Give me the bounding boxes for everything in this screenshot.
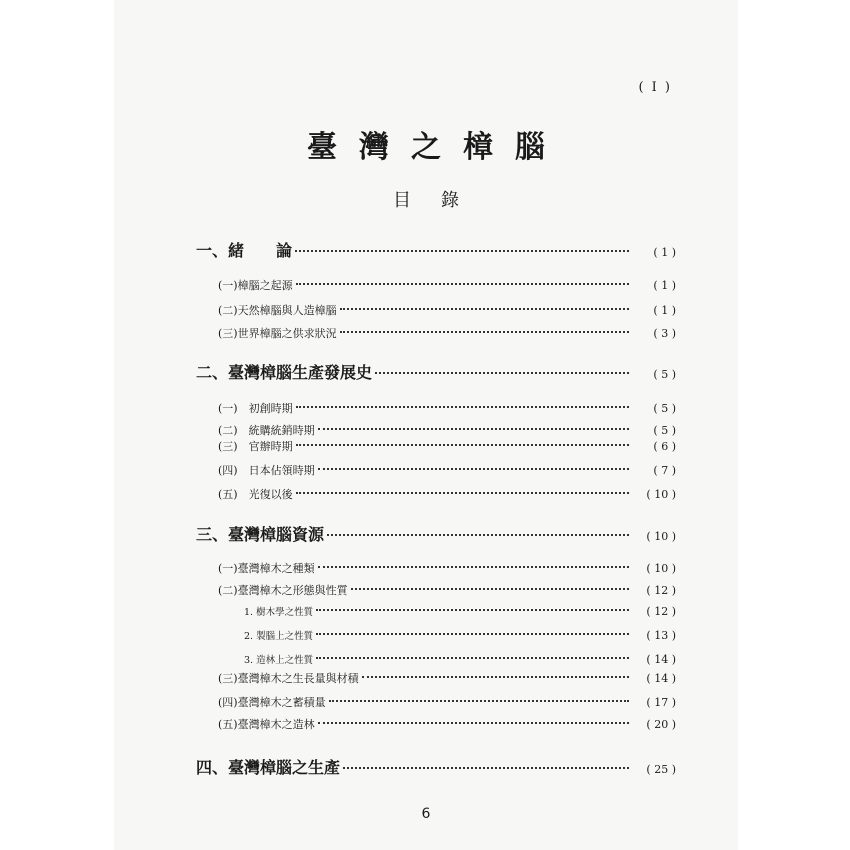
toc-entry-label: (五) 光復以後 bbox=[218, 488, 293, 501]
toc-entry-page: ( 5 ) bbox=[653, 402, 676, 415]
toc-entry bbox=[196, 755, 676, 778]
dot-leader bbox=[296, 444, 629, 446]
toc-entry-label: (一)臺灣樟木之種類 bbox=[218, 562, 315, 575]
toc-entry-label: 1. 樹木學之性質 bbox=[244, 607, 314, 618]
toc-entry bbox=[244, 652, 676, 666]
toc-entry bbox=[218, 277, 676, 293]
dot-leader bbox=[327, 534, 629, 536]
toc-entry bbox=[218, 438, 676, 454]
toc-entry-page: ( 10 ) bbox=[646, 562, 676, 575]
toc-entry bbox=[218, 400, 676, 416]
toc-entry bbox=[218, 582, 676, 598]
document-page bbox=[114, 0, 738, 850]
toc-entry bbox=[218, 462, 676, 478]
dot-leader bbox=[316, 609, 629, 611]
toc-entry-page: ( 6 ) bbox=[653, 440, 676, 453]
toc-entry-page: ( 14 ) bbox=[646, 653, 676, 666]
toc-entry-label: (二)臺灣樟木之形態與性質 bbox=[218, 584, 348, 597]
toc-entry-label: 3. 造林上之性質 bbox=[244, 655, 314, 666]
page-title: 臺灣之樟腦 bbox=[307, 130, 567, 165]
toc-entry-page: ( 7 ) bbox=[653, 464, 676, 477]
dot-leader bbox=[316, 657, 629, 659]
dot-leader bbox=[340, 308, 629, 310]
toc-entry bbox=[196, 238, 676, 261]
toc-entry-page: ( 20 ) bbox=[646, 718, 676, 731]
toc-entry-label: (三) 官辦時期 bbox=[218, 440, 293, 453]
toc-entry bbox=[218, 670, 676, 686]
toc-entry-page: ( 3 ) bbox=[653, 327, 676, 340]
dot-leader bbox=[375, 372, 629, 374]
toc-entry-page: ( 1 ) bbox=[653, 246, 676, 259]
dot-leader bbox=[296, 492, 629, 494]
toc-entry bbox=[218, 302, 676, 318]
toc-entry-label: (四)臺灣樟木之蓄積量 bbox=[218, 696, 326, 709]
toc-entry-page: ( 14 ) bbox=[646, 672, 676, 685]
header-page-marker: ( I ) bbox=[638, 80, 672, 95]
footer-page-number: 6 bbox=[421, 806, 431, 822]
toc-entry bbox=[218, 560, 676, 576]
toc-entry bbox=[218, 325, 676, 341]
toc-entry-page: ( 12 ) bbox=[646, 584, 676, 597]
toc-entry-label: (一) 初創時期 bbox=[218, 402, 293, 415]
toc-entry-label: (三)世界樟腦之供求狀況 bbox=[218, 327, 337, 340]
dot-leader bbox=[318, 566, 629, 568]
toc-entry bbox=[196, 522, 676, 545]
dot-leader bbox=[316, 633, 629, 635]
toc-entry-label: (一)樟腦之起源 bbox=[218, 279, 293, 292]
toc-entry-label: 2. 製腦上之性質 bbox=[244, 631, 314, 642]
toc-entry-page: ( 5 ) bbox=[653, 424, 676, 437]
dot-leader bbox=[318, 722, 629, 724]
toc-entry-label: 三、臺灣樟腦資源 bbox=[196, 525, 325, 544]
toc-entry-label: (二)天然樟腦與人造樟腦 bbox=[218, 304, 337, 317]
dot-leader bbox=[318, 468, 629, 470]
toc-entry bbox=[218, 716, 676, 732]
toc-entry-label: (四) 日本佔領時期 bbox=[218, 464, 315, 477]
dot-leader bbox=[296, 283, 629, 285]
dot-leader bbox=[351, 588, 629, 590]
toc-heading: 目錄 bbox=[393, 190, 489, 211]
toc-entry-page: ( 5 ) bbox=[653, 368, 676, 381]
toc-entry-page: ( 10 ) bbox=[646, 530, 676, 543]
dot-leader bbox=[362, 676, 629, 678]
toc-entry bbox=[196, 360, 676, 383]
toc-entry bbox=[218, 422, 676, 438]
toc-entry-page: ( 10 ) bbox=[646, 488, 676, 501]
toc-entry bbox=[218, 486, 676, 502]
dot-leader bbox=[318, 428, 629, 430]
toc-entry-label: 二、臺灣樟腦生產發展史 bbox=[196, 363, 373, 382]
toc-entry-label: (二) 統購統銷時期 bbox=[218, 424, 315, 437]
dot-leader bbox=[296, 406, 629, 408]
dot-leader bbox=[340, 331, 629, 333]
toc-entry-page: ( 12 ) bbox=[646, 605, 676, 618]
toc-entry bbox=[244, 604, 676, 618]
toc-entry-page: ( 1 ) bbox=[653, 279, 676, 292]
toc-entry bbox=[244, 628, 676, 642]
dot-leader bbox=[329, 700, 629, 702]
toc-entry-page: ( 13 ) bbox=[646, 629, 676, 642]
toc-entry-label: 一、緒 論 bbox=[196, 241, 293, 260]
toc-entry-page: ( 1 ) bbox=[653, 304, 676, 317]
dot-leader bbox=[343, 767, 629, 769]
toc-entry-label: (五)臺灣樟木之造林 bbox=[218, 718, 315, 731]
toc-entry-page: ( 25 ) bbox=[646, 763, 676, 776]
toc-entry-label: 四、臺灣樟腦之生產 bbox=[196, 758, 341, 777]
toc-entry-label: (三)臺灣樟木之生長量與材積 bbox=[218, 672, 359, 685]
dot-leader bbox=[295, 250, 629, 252]
toc-entry bbox=[218, 694, 676, 710]
toc-entry-page: ( 17 ) bbox=[646, 696, 676, 709]
